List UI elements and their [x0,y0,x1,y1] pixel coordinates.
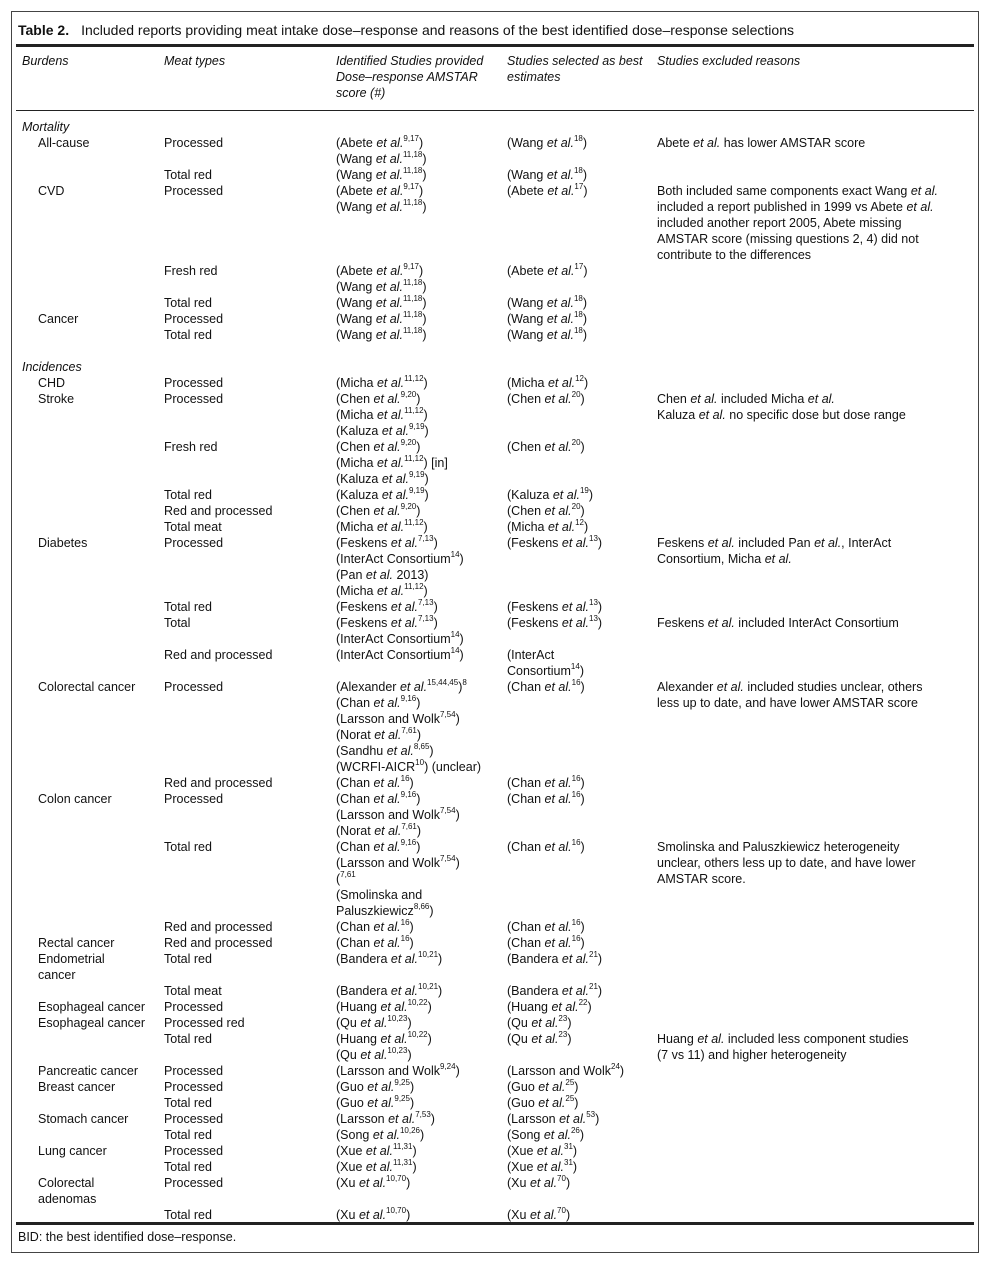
identified-studies-cell: (Guo et al.$^{9,25}$) [336,1078,415,1094]
identified-studies-cell: (Chen et al.$^{9,20}$) [336,502,421,518]
identified-studies-cell: (Feskens et al.$^{7,13}$) [336,598,438,614]
meat-type-cell: Total red [164,328,212,342]
selected-studies-cell: (Micha et al.$^{12}$) [507,374,589,390]
selected-studies-cell: (Chan et al.$^{16}$) [507,918,585,934]
selected-studies-cell: (Xu et al.$^{70}$) [507,1174,571,1190]
selected-studies-cell: (InterAct Consortium$^{14}$) [507,648,584,678]
identified-studies-cell: (Huang et al.$^{10,22}$) [336,998,432,1014]
identified-studies-cell: (Xue et al.$^{11,31}$) [336,1158,417,1174]
meat-type-cell: Total meat [164,984,222,998]
meat-type-cell: Total red [164,1032,212,1046]
identified-studies-cell: (Wang et al.$^{11,18}$) [336,326,427,342]
header-identified-studies: Identified Studies provided Dose–response AMSTAR score (#) [336,54,484,100]
burden-cell: Colorectal cancer [38,680,136,694]
burden-cell: Breast cancer [38,1080,116,1094]
selected-studies-cell: (Chen et al.$^{20}$) [507,390,585,406]
burden-cell: Colorectal adenomas [38,1176,97,1206]
selected-studies-cell: (Chen et al.$^{20}$) [507,502,585,518]
meat-type-cell: Total red [164,1096,212,1110]
selected-studies-cell: (Wang et al.$^{18}$) [507,166,588,182]
section-label: Incidences [22,360,82,374]
burden-cell: Stroke [38,392,75,406]
meat-type-cell: Red and processed [164,936,273,950]
identified-studies-cell: (Guo et al.$^{9,25}$) [336,1094,415,1110]
meat-type-cell: Red and processed [164,648,273,662]
meat-type-cell: Total red [164,600,212,614]
selected-studies-cell: (Guo et al.$^{25}$) [507,1078,579,1094]
meat-type-cell: Processed [164,312,224,326]
meat-type-cell: Fresh red [164,440,218,454]
meat-type-cell: Total red [164,488,212,502]
selected-studies-cell: (Chan et al.$^{16}$) [507,790,585,806]
selected-studies-cell: (Chan et al.$^{16}$) [507,678,585,694]
meat-type-cell: Processed [164,1064,224,1078]
identified-studies-cell: (Chan et al.$^{16}$) [336,774,414,790]
identified-studies-cell: (Chan et al.$^{16}$) [336,918,414,934]
meat-type-cell: Processed red [164,1016,245,1030]
meat-type-cell: Processed [164,184,224,198]
header-meat-types: Meat types [164,54,226,68]
selected-studies-cell: (Song et al.$^{26}$) [507,1126,585,1142]
identified-studies-cell: (Huang et al.$^{10,22}$) (Qu et al.$^{10,23}$) [336,1030,432,1062]
selected-studies-cell: (Guo et al.$^{25}$) [507,1094,579,1110]
selected-studies-cell: (Chan et al.$^{16}$) [507,934,585,950]
burden-cell: Stomach cancer [38,1112,129,1126]
meat-type-cell: Processed [164,1144,224,1158]
burden-cell: Diabetes [38,536,88,550]
identified-studies-cell: (Chen et al.$^{9,20}$) (Micha et al.$^{11,12}$) (Kaluza et al.$^{9,19}$) [336,390,429,438]
selected-studies-cell: (Abete et al.$^{17}$) [507,182,588,198]
meat-type-cell: Total red [164,168,212,182]
selected-studies-cell: (Qu et al.$^{23}$) [507,1014,572,1030]
excluded-reason-cell: Abete et al. has lower AMSTAR score [657,136,866,150]
meat-type-cell: Total red [164,1208,212,1222]
meat-type-cell: Processed [164,792,224,806]
identified-studies-cell: (Chan et al.$^{9,16}$) (Larsson and Wolk$^{7,54}$) (Norat et al.$^{7,61}$) [336,790,460,838]
selected-studies-cell: (Wang et al.$^{18}$) [507,294,588,310]
burden-cell: CHD [38,376,66,390]
selected-studies-cell: (Chen et al.$^{20}$) [507,438,585,454]
meat-type-cell: Total red [164,296,212,310]
excluded-reason-cell: Chen et al. included Micha et al. Kaluza et al. no specific dose but dose range [657,392,906,422]
identified-studies-cell: (Larsson et al.$^{7,53}$) [336,1110,435,1126]
identified-studies-cell: (Xue et al.$^{11,31}$) [336,1142,417,1158]
header-burdens: Burdens [22,54,69,68]
meat-type-cell: Processed [164,136,224,150]
selected-studies-cell: (Feskens et al.$^{13}$) [507,598,603,614]
identified-studies-cell: (Chen et al.$^{9,20}$) (Micha et al.$^{11,12}$) [in] (Kaluza et al.$^{9,19}$) [336,438,448,486]
selected-studies-cell: (Bandera et al.$^{21}$) [507,982,603,998]
meat-type-cell: Processed [164,1080,224,1094]
excluded-reason-cell: Feskens et al. included InterAct Consortium [657,616,899,630]
meat-type-cell: Processed [164,1176,224,1190]
burden-cell: Cancer [38,312,79,326]
burden-cell: Rectal cancer [38,936,115,950]
selected-studies-cell: (Micha et al.$^{12}$) [507,518,589,534]
identified-studies-cell: (Qu et al.$^{10,23}$) [336,1014,412,1030]
selected-studies-cell: (Xue et al.$^{31}$) [507,1158,578,1174]
identified-studies-cell: (Song et al.$^{10,26}$) [336,1126,425,1142]
identified-studies-cell: (Kaluza et al.$^{9,19}$) [336,486,429,502]
section-label: Mortality [22,120,70,134]
excluded-reason-cell: Smolinska and Paluszkiewicz heterogeneity unclear, others less up to date, and have lower AMSTAR score. [657,840,916,886]
identified-studies-cell: (Abete et al.$^{9,17}$) (Wang et al.$^{11,18}$) [336,134,427,166]
identified-studies-cell: (Wang et al.$^{11,18}$) [336,294,427,310]
selected-studies-cell: (Feskens et al.$^{13}$) [507,534,603,550]
meat-type-cell: Total [164,616,191,630]
meat-type-cell: Processed [164,1000,224,1014]
burden-cell: Esophageal cancer [38,1000,146,1014]
header-selected-studies: Studies selected as best estimates [507,54,643,84]
meat-type-cell: Processed [164,536,224,550]
meat-type-cell: Processed [164,1112,224,1126]
footnote: BID: the best identified dose–response. [18,1230,237,1244]
selected-studies-cell: (Larsson and Wolk$^{24}$) [507,1062,625,1078]
selected-studies-cell: (Xu et al.$^{70}$) [507,1206,571,1222]
identified-studies-cell: (Chan et al.$^{16}$) [336,934,414,950]
table-caption [18,22,794,38]
burden-cell: Lung cancer [38,1144,107,1158]
excluded-reason-cell: Huang et al. included less component studies (7 vs 11) and higher heterogeneity [657,1032,909,1062]
excluded-reason-cell: Feskens et al. included Pan et al., InterAct Consortium, Micha et al. [657,536,892,566]
identified-studies-cell: (Bandera et al.$^{10,21}$) [336,950,443,966]
selected-studies-cell: (Bandera et al.$^{21}$) [507,950,603,966]
identified-studies-cell: (Xu et al.$^{10,70}$) [336,1174,411,1190]
identified-studies-cell: (Wang et al.$^{11,18}$) [336,166,427,182]
burden-cell: Colon cancer [38,792,112,806]
header-excluded-reasons: Studies excluded reasons [657,54,801,68]
meat-type-cell: Red and processed [164,504,273,518]
selected-studies-cell: (Abete et al.$^{17}$) [507,262,588,278]
burden-cell: CVD [38,184,65,198]
bottom-rule [16,1222,974,1225]
meat-type-cell: Red and processed [164,920,273,934]
identified-studies-cell: (Bandera et al.$^{10,21}$) [336,982,443,998]
identified-studies-cell: (Alexander et al.$^{15,44,45}$)$^8$ (Chan et al.$^{9,16}$) (Larsson and Wolk$^{7,54}$) (Norat et al.$^{7,61}$) (Sandhu et al.$^{8,65}$) (WCRFI-AICR$^{10}$) (unclear) [336,678,482,774]
identified-studies-cell: (Chan et al.$^{9,16}$) (Larsson and Wolk$^{7,54}$) ($^{7,61}$ (Smolinska and Paluszkiewicz$^{8,66}$) [336,838,460,918]
burden-cell: Esophageal cancer [38,1016,146,1030]
meat-type-cell: Processed [164,680,224,694]
identified-studies-cell: (InterAct Consortium$^{14}$) [336,646,464,662]
selected-studies-cell: (Xue et al.$^{31}$) [507,1142,578,1158]
identified-studies-cell: (Micha et al.$^{11,12}$) [336,518,428,534]
caption-text: Included reports providing meat intake dose–response and reasons of the best identified dose–response selections [81,22,794,38]
identified-studies-cell: (Abete et al.$^{9,17}$) (Wang et al.$^{11,18}$) [336,262,427,294]
identified-studies-cell: (Larsson and Wolk$^{9,24}$) [336,1062,460,1078]
meat-type-cell: Total red [164,1160,212,1174]
selected-studies-cell: (Huang et al.$^{22}$) [507,998,592,1014]
meat-type-cell: Total red [164,840,212,854]
selected-studies-cell: (Kaluza et al.$^{19}$) [507,486,594,502]
identified-studies-cell: (Wang et al.$^{11,18}$) [336,310,427,326]
excluded-reason-cell: Alexander et al. included studies unclear, others less up to date, and have lower AMSTAR score [657,680,923,710]
meat-type-cell: Total red [164,1128,212,1142]
header-rule [16,110,974,111]
excluded-reason-cell: Both included same components exact Wang et al. included a report published in 1999 vs Abete et al. included another report 2005, Abete missing AMSTAR score (missing questions 2, 4) did not contribute to the differences [657,184,938,262]
meat-type-cell: Red and processed [164,776,273,790]
identified-studies-cell: (Abete et al.$^{9,17}$) (Wang et al.$^{11,18}$) [336,182,427,214]
burden-cell: Pancreatic cancer [38,1064,139,1078]
meat-type-cell: Processed [164,392,224,406]
meat-type-cell: Fresh red [164,264,218,278]
selected-studies-cell: (Chan et al.$^{16}$) [507,774,585,790]
meat-type-cell: Processed [164,376,224,390]
identified-studies-cell: (Feskens et al.$^{7,13}$) (InterAct Consortium$^{14}$) [336,614,464,646]
table-frame [11,11,979,1253]
selected-studies-cell: (Wang et al.$^{18}$) [507,134,588,150]
selected-studies-cell: (Chan et al.$^{16}$) [507,838,585,854]
selected-studies-cell: (Wang et al.$^{18}$) [507,310,588,326]
meat-type-cell: Total meat [164,520,222,534]
selected-studies-cell: (Larsson et al.$^{53}$) [507,1110,600,1126]
burden-cell: All-cause [38,136,90,150]
identified-studies-cell: (Feskens et al.$^{7,13}$) (InterAct Consortium$^{14}$) (Pan et al. 2013) (Micha et al.$^{11,12}$) [336,534,464,598]
caption-label: Table 2. [18,22,70,38]
meat-type-cell: Total red [164,952,212,966]
top-rule [16,44,974,47]
identified-studies-cell: (Micha et al.$^{11,12}$) [336,374,428,390]
selected-studies-cell: (Qu et al.$^{23}$) [507,1030,572,1046]
selected-studies-cell: (Wang et al.$^{18}$) [507,326,588,342]
selected-studies-cell: (Feskens et al.$^{13}$) [507,614,603,630]
burden-cell: Endometrial cancer [38,952,105,982]
identified-studies-cell: (Xu et al.$^{10,70}$) [336,1206,411,1222]
